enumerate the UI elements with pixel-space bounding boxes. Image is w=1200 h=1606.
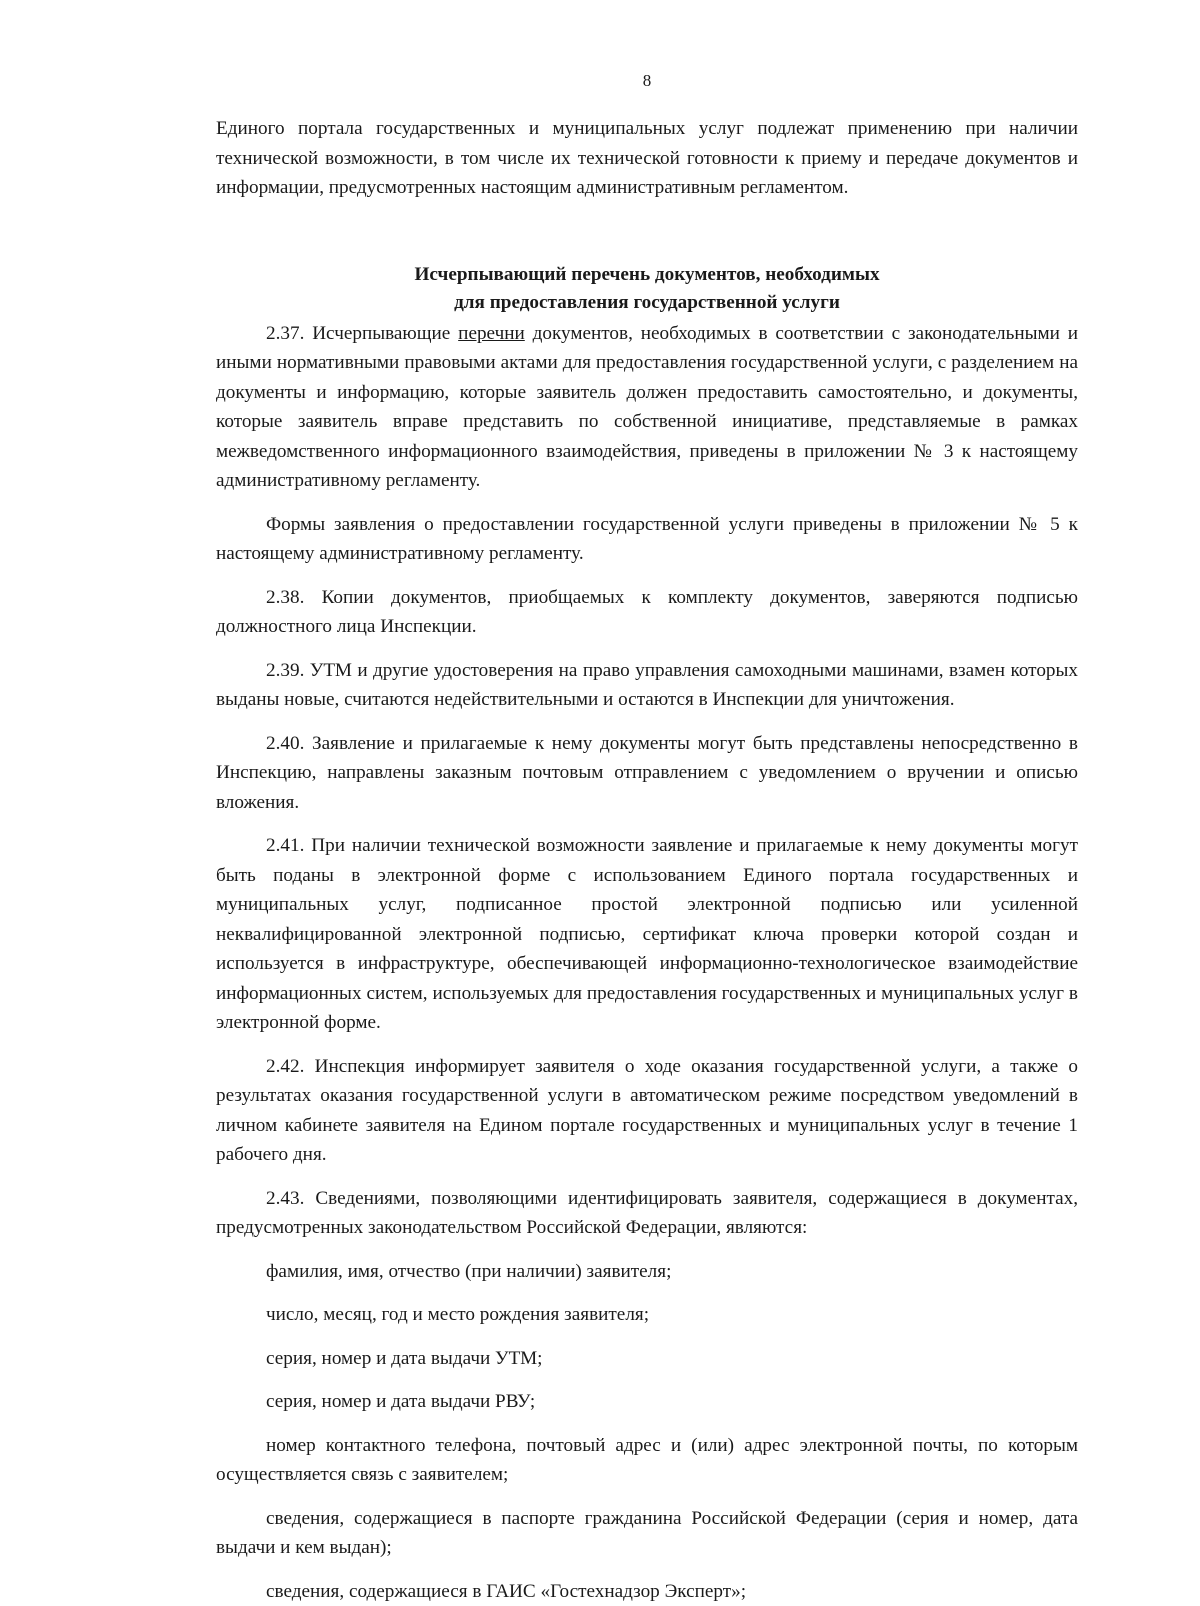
list-item: фамилия, имя, отчество (при наличии) заявителя; <box>216 1257 1078 1287</box>
paragraph-2-41: 2.41. При наличии технической возможности заявление и прилагаемые к нему документы могут быть поданы в электронной форме с использованием Единого портала государственных и муниципальных услуг, подписанное простой электронной подписью или усиленной неквалифицированной электронной подписью, сертификат ключа проверки которой создан и используется в инфраструктуре, обеспечивающей информационно-технологическое взаимодействие информационных систем, используемых для предоставления государственных и муниципальных услуг в электронной форме. <box>216 831 1078 1038</box>
section-heading-line-1: Исчерпывающий перечень документов, необходимых <box>216 261 1078 289</box>
list-item: сведения, содержащиеся в ГАИС «Гостехнадзор Эксперт»; <box>216 1577 1078 1606</box>
paragraph-2-37 <box>216 319 1078 496</box>
list-item: число, месяц, год и место рождения заявителя; <box>216 1300 1078 1330</box>
list-item: номер контактного телефона, почтовый адрес и (или) адрес электронной почты, по которым осуществляется связь с заявителем; <box>216 1431 1078 1490</box>
section-heading <box>216 261 1078 317</box>
paragraph-2-42: 2.42. Инспекция информирует заявителя о ходе оказания государственной услуги, а также о результатах оказания государственной услуги в автоматическом режиме посредством уведомлений в личном кабинете заявителя на Едином портале государственных и муниципальных услуг в течение 1 рабочего дня. <box>216 1052 1078 1170</box>
list-item: серия, номер и дата выдачи УТМ; <box>216 1344 1078 1374</box>
list-item: сведения, содержащиеся в паспорте гражданина Российской Федерации (серия и номер, дата выдачи и кем выдан); <box>216 1504 1078 1563</box>
page-number: 8 <box>216 70 1078 92</box>
paragraph-2-39: 2.39. УТМ и другие удостоверения на право управления самоходными машинами, взамен которых выданы новые, считаются недействительными и остаются в Инспекции для уничтожения. <box>216 656 1078 715</box>
lists-link[interactable]: перечни <box>458 323 525 344</box>
paragraph-2-37-start: 2.37. Исчерпывающие <box>266 323 458 344</box>
section-heading-line-2: для предоставления государственной услуги <box>216 289 1078 317</box>
paragraph-2-38: 2.38. Копии документов, приобщаемых к комплекту документов, заверяются подписью должностного лица Инспекции. <box>216 583 1078 642</box>
paragraph-2-37-rest: документов, необходимых в соответствии с законодательными и иными нормативными правовыми актами для предоставления государственной услуги, с разделением на документы и информацию, которые заявитель должен предоставить самостоятельно, и документы, которые заявитель вправе представить по собственной инициативе, представляемые в рамках межведомственного информационного взаимодействия, приведены в приложении № 3 к настоящему административному регламенту. <box>216 323 1078 492</box>
list-item: серия, номер и дата выдачи РВУ; <box>216 1387 1078 1417</box>
paragraph-2-43: 2.43. Сведениями, позволяющими идентифицировать заявителя, содержащиеся в документах, предусмотренных законодательством Российской Федерации, являются: <box>216 1184 1078 1243</box>
intro-paragraph: Единого портала государственных и муниципальных услуг подлежат применению при наличии технической возможности, в том числе их технической готовности к приему и передаче документов и информации, предусмотренных настоящим административным регламентом. <box>216 114 1078 203</box>
paragraph-2-40: 2.40. Заявление и прилагаемые к нему документы могут быть представлены непосредственно в Инспекцию, направлены заказным почтовым отправлением с уведомлением о вручении и описью вложения. <box>216 729 1078 818</box>
document-body <box>216 114 1078 1606</box>
forms-paragraph: Формы заявления о предоставлении государственной услуги приведены в приложении № 5 к настоящему административному регламенту. <box>216 510 1078 569</box>
